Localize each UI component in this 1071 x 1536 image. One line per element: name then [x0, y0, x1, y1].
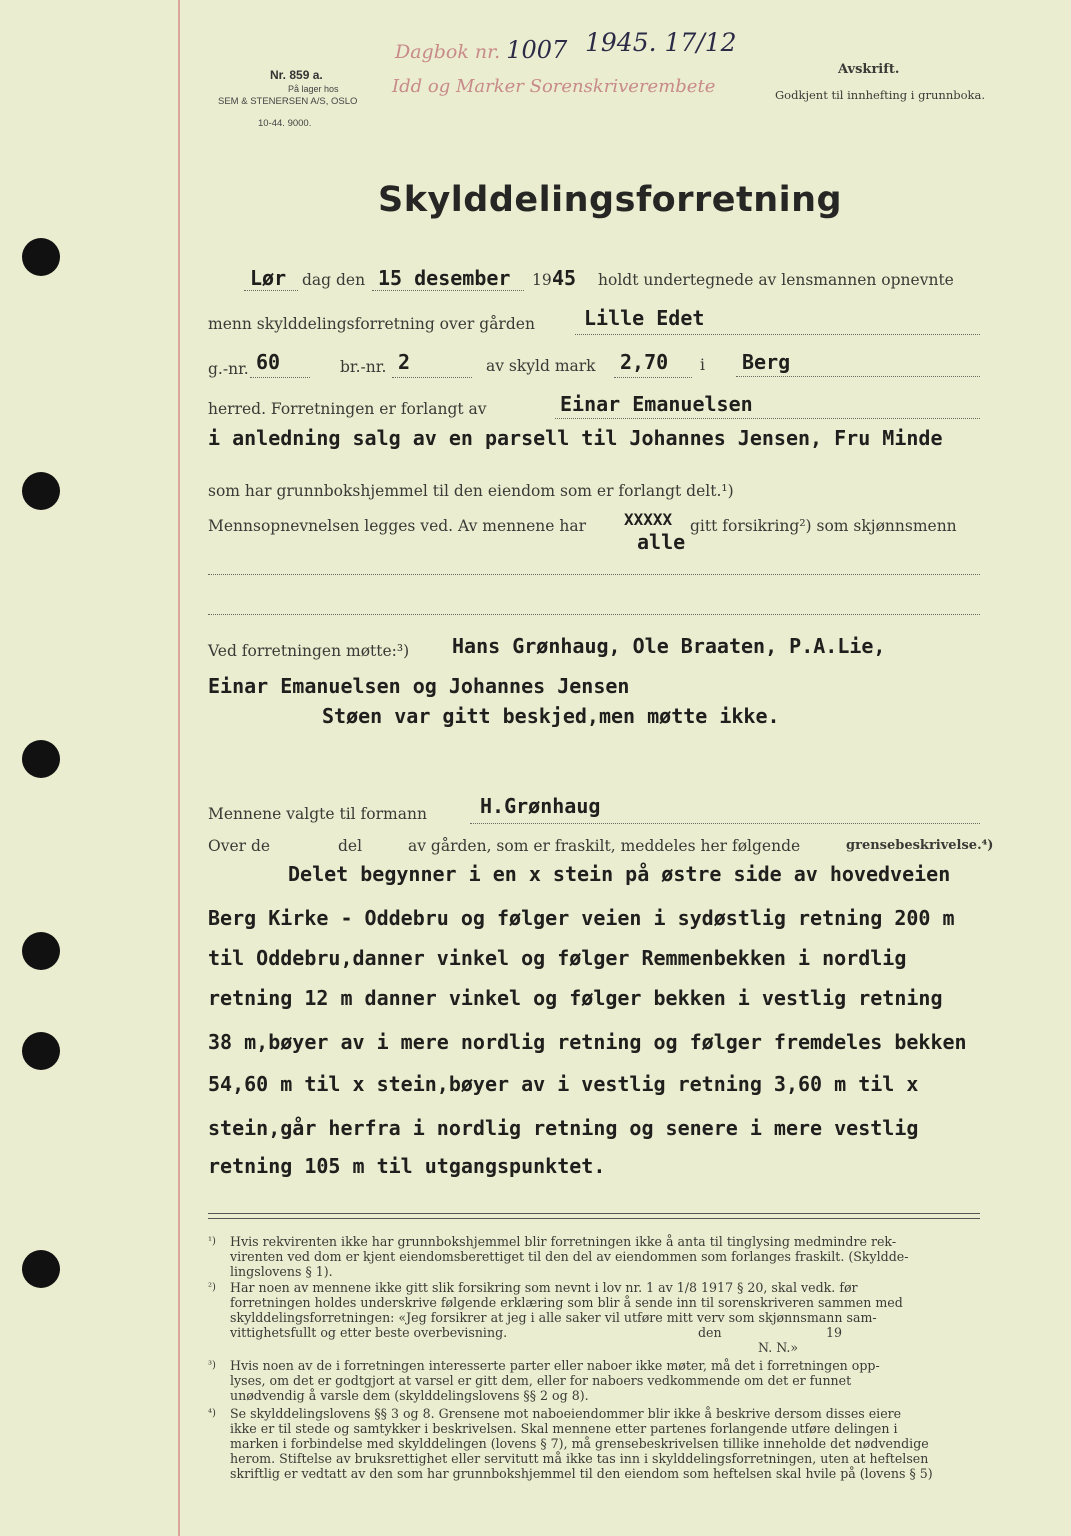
footnote-line: Hvis rekvirenten ikke har grunnbokshjemmel blir forretningen ikke å anta til tinglysing medmindre rek- — [230, 1234, 897, 1249]
boundary-intro-bold: grensebeskrivelse.⁴) — [846, 838, 994, 853]
boundary-intro-rest: av gården, som er fraskilt, meddeles her følgende — [408, 837, 801, 855]
punch-hole — [22, 1032, 60, 1070]
inserted-word: alle — [637, 530, 686, 554]
footnote-line: skriftlig er vedtatt av den som har grunnbokshjemmel til den eiendom som heftelsen skal hvile på (lovens § 5) — [230, 1466, 933, 1482]
chair-label: Mennene valgte til formann — [208, 805, 427, 823]
boundary-intro-over: Over de — [208, 837, 271, 855]
struck-word: XXXXX — [624, 510, 673, 529]
footnote-line: Hvis noen av de i forretningen interesserte parter eller naboer ikke møter, må det i forretningen opp- — [230, 1358, 880, 1373]
weekday: Lør — [250, 266, 287, 290]
herred-name: Berg — [742, 350, 791, 374]
hjemmel-text: som har grunnbokshjemmel til den eiendom som er forlangt delt.¹) — [208, 482, 734, 500]
footnote-mark: ³) — [208, 1360, 216, 1371]
boundary-line: 54,60 m til x stein,bøyer av i vestlig retning 3,60 m til x — [208, 1072, 919, 1096]
publisher-line: På lager hos — [288, 84, 339, 94]
footnote-line: virenten ved dom er kjent eiendomsberettiget til den del av eiendommen som forlanges fraskilt. (Skyldde- — [230, 1249, 909, 1265]
footnote-text — [230, 1406, 933, 1481]
year-suffix: 45 — [552, 266, 577, 290]
fill-line — [208, 614, 980, 615]
fill-line — [736, 376, 980, 377]
footnote-line: marken i forbindelse med skylddelingen (lovens § 7), må grensebeskrivelsen tillike inneholde det nødvendige — [230, 1436, 929, 1452]
footnote-line-text: vittighetsfullt og etter beste overbevisning. — [230, 1325, 508, 1341]
menns-text-end: gitt forsikring²) som skjønnsmenn — [690, 517, 957, 535]
diary-stamp-prefix: Dagbok nr. — [395, 41, 501, 63]
copy-label: Avskrift. — [838, 62, 900, 77]
copy-note: Godkjent til innhefting i grunnboka. — [775, 88, 985, 102]
punch-hole — [22, 472, 60, 510]
label-i: i — [700, 356, 705, 374]
boundary-line: stein,går herfra i nordlig retning og senere i mere vestlig — [208, 1116, 919, 1140]
form-number: Nr. 859 a. — [270, 68, 323, 82]
punch-hole — [22, 1250, 60, 1288]
label-gnr: g.-nr. — [208, 360, 249, 378]
footnote-rule — [208, 1218, 980, 1219]
footnote-line: unødvendig å varsle dem (skylddelingslovens §§ 2 og 8). — [230, 1388, 589, 1404]
label-holdt: holdt undertegnede av lensmannen opnevnte — [598, 271, 954, 289]
footnote-text — [230, 1234, 909, 1279]
publisher-line: SEM & STENERSEN A/S, OSLO — [218, 96, 358, 107]
chair-name: H.Grønhaug — [480, 794, 601, 818]
footnote-den: den — [698, 1325, 722, 1341]
boundary-intro-del: del — [338, 837, 363, 855]
boundary-line: retning 12 m danner vinkel og følger bekken i vestlig retning — [208, 986, 943, 1010]
footnote-line: herom. Stiftelse av bruksrettighet eller servitutt må ikke tas inn i skylddelingsforretningen, uten at heftelsen — [230, 1451, 929, 1467]
year-prefix: 19 — [532, 271, 552, 289]
footnote-line: lingslovens § 1). — [230, 1264, 333, 1280]
footnote-mark: ⁴) — [208, 1408, 216, 1419]
document-title: Skylddelingsforretning — [378, 180, 843, 220]
menns-text: Mennsopnevnelsen legges ved. Av mennene har — [208, 517, 586, 535]
footnote-mark: ¹) — [208, 1236, 216, 1247]
fill-line — [470, 823, 980, 824]
attendance-note: Støen var gitt beskjed,men møtte ikke. — [322, 704, 780, 728]
fill-line — [555, 418, 980, 419]
footnote-line: Har noen av mennene ikke gitt slik forsikring som nevnt i lov nr. 1 av 1/8 1917 § 20, skal vedk. før — [230, 1280, 858, 1295]
brnr-value: 2 — [398, 350, 411, 374]
label-brnr: br.-nr. — [340, 358, 387, 376]
request-purpose: i anledning salg av en parsell til Johannes Jensen, Fru Minde — [208, 426, 943, 450]
footnote-line — [230, 1325, 903, 1340]
footnote-signature: N. N.» — [758, 1340, 799, 1356]
label-skyld: av skyld mark — [486, 357, 596, 375]
attendance-label: Ved forretningen møtte:³) — [208, 642, 410, 660]
footnote-text — [230, 1280, 903, 1355]
attendance-line: Einar Emanuelsen og Johannes Jensen — [208, 674, 630, 698]
label-dag-den: dag den — [302, 271, 366, 289]
farm-name: Lille Edet — [584, 306, 705, 330]
footnote-line: lyses, om det er godtgjort at varsel er gitt dem, eller for naboers vedkommende om det er funnet — [230, 1373, 852, 1389]
punch-hole — [22, 932, 60, 970]
footnote-line: Se skylddelingslovens §§ 3 og 8. Grensene mot naboeiendommer blir ikke å beskrive dersom disses eiere — [230, 1406, 902, 1421]
diary-stamp — [395, 36, 567, 64]
footnote-line: skylddelingsforretningen: «Jeg forsikrer at jeg i alle saker vil utføre mitt verv som skjønnsmann sam- — [230, 1310, 877, 1326]
fill-line — [250, 377, 310, 378]
footnote-rule — [208, 1213, 980, 1214]
fill-line — [575, 334, 980, 335]
fill-line — [372, 290, 524, 291]
boundary-line: til Oddebru,danner vinkel og følger Remmenbekken i nordlig — [208, 946, 907, 970]
print-run: 10-44. 9000. — [258, 118, 312, 129]
fill-line — [614, 377, 692, 378]
boundary-line: 38 m,bøyer av i mere nordlig retning og følger fremdeles bekken — [208, 1030, 967, 1054]
footnote-mark: ²) — [208, 1282, 216, 1293]
fill-line — [244, 290, 298, 291]
boundary-line: Berg Kirke - Oddebru og følger veien i sydøstlig retning 200 m — [208, 906, 955, 930]
day-month: 15 desember — [378, 266, 511, 290]
requested-by: Einar Emanuelsen — [560, 392, 753, 416]
footnote-line: forretningen holdes underskrive følgende erklæring som blir å sende inn til sorenskriveren sammen med — [230, 1295, 903, 1311]
diary-date: 1945. 17/12 — [585, 28, 737, 57]
footnote-year: 19 — [826, 1325, 843, 1341]
label-herred: herred. Forretningen er forlangt av — [208, 400, 487, 418]
punch-hole — [22, 238, 60, 276]
attendance-line: Hans Grønhaug, Ole Braaten, P.A.Lie, — [452, 634, 886, 658]
fill-line — [208, 574, 980, 575]
boundary-line: Delet begynner i en x stein på østre side av hovedveien — [288, 862, 951, 886]
footnote-text — [230, 1358, 880, 1403]
label-menn: menn skylddelingsforretning over gården — [208, 315, 535, 333]
footnote-line: ikke er til stede og samtykker i beskrivelsen. Skal mennene etter partenes forlangende utføre delingen i — [230, 1421, 898, 1437]
fill-line — [392, 377, 472, 378]
court-stamp: Idd og Marker Sorenskriverembete — [392, 76, 716, 97]
punch-hole — [22, 740, 60, 778]
gnr-value: 60 — [256, 350, 281, 374]
boundary-line: retning 105 m til utgangspunktet. — [208, 1154, 606, 1178]
skyld-value: 2,70 — [620, 350, 669, 374]
margin-rule — [178, 0, 180, 1536]
diary-number: 1007 — [506, 36, 568, 64]
